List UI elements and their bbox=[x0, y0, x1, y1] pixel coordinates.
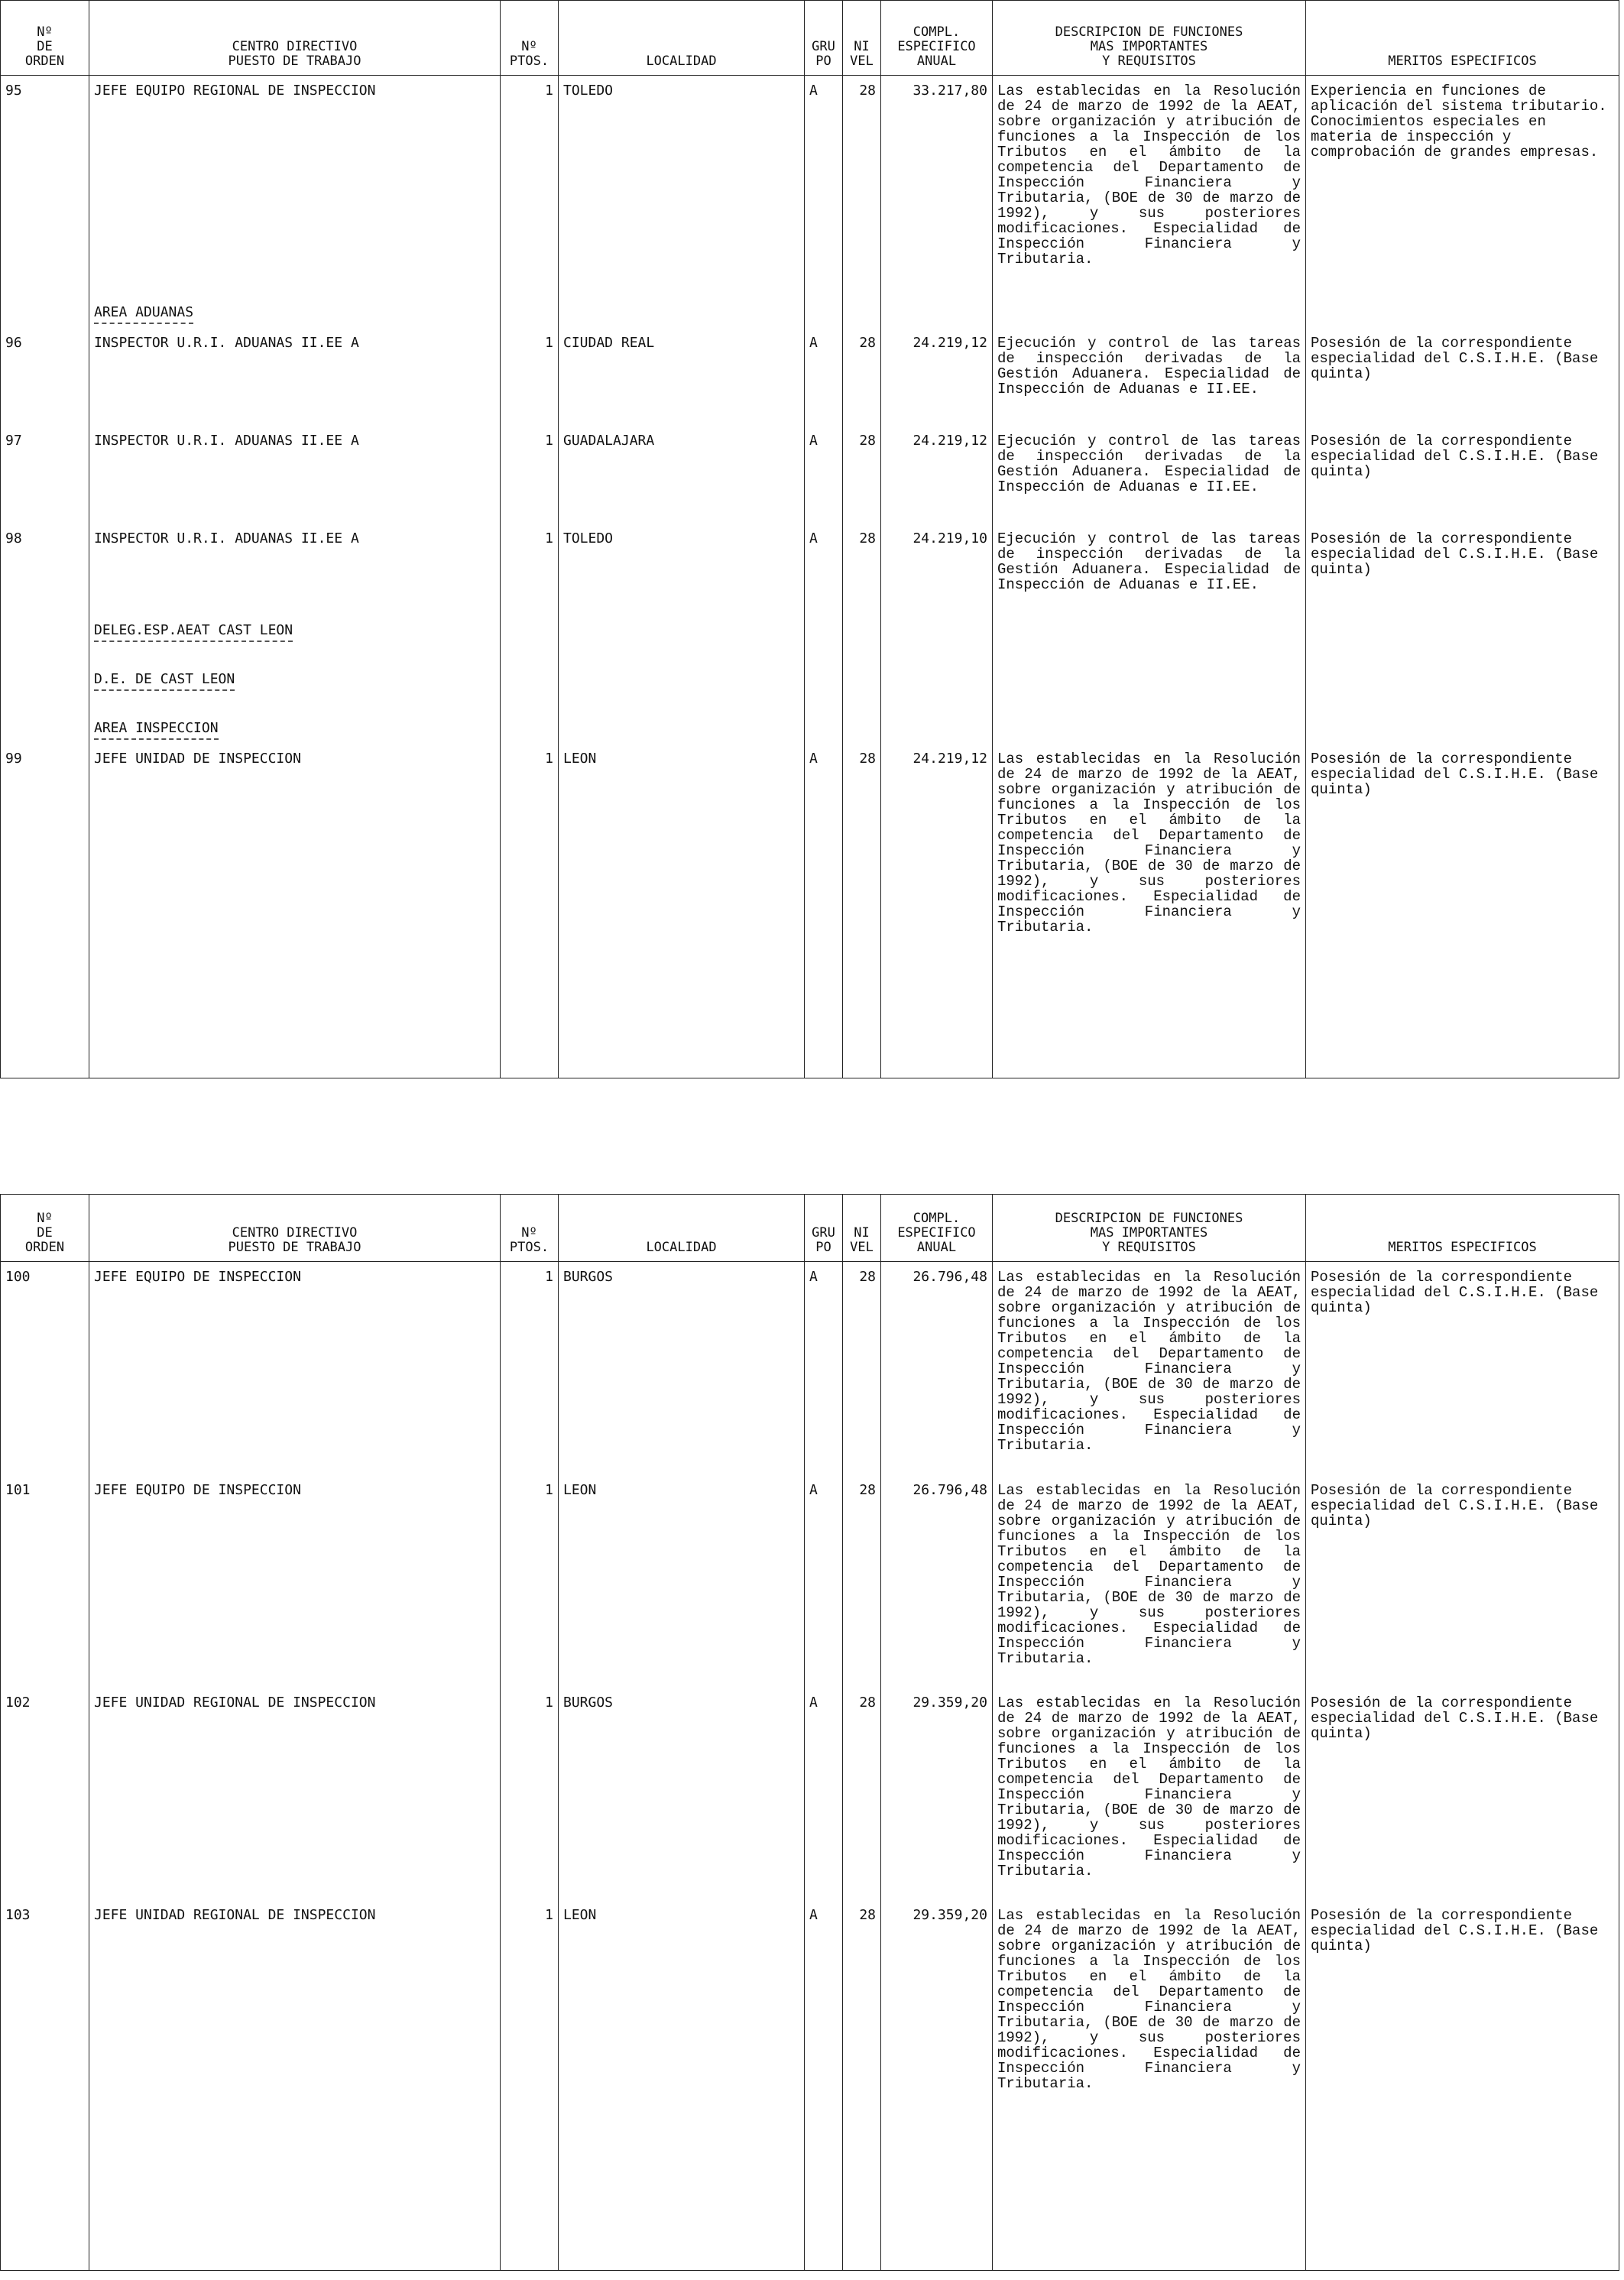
empty-cell bbox=[1306, 615, 1619, 664]
cell-ptos: 1 bbox=[501, 76, 559, 297]
empty-cell bbox=[881, 615, 993, 664]
cell-meritos: Experiencia en funciones de aplicación del sistema tributario. Conocimientos especiales en materia de inspección y comprobación de grandes empresas. bbox=[1306, 76, 1619, 297]
cell-ptos: 1 bbox=[501, 1688, 559, 1900]
cell-puesto: JEFE UNIDAD REGIONAL DE INSPECCION bbox=[89, 1688, 501, 1900]
table-row bbox=[1, 744, 1619, 1078]
cell-puesto: INSPECTOR U.R.I. ADUANAS II.EE A bbox=[89, 524, 501, 615]
cell-nivel: 28 bbox=[843, 328, 881, 426]
cell-meritos: Posesión de la correspondiente especialidad del C.S.I.H.E. (Base quinta) bbox=[1306, 1900, 1619, 2271]
empty-cell bbox=[843, 664, 881, 713]
cell-puesto: INSPECTOR U.R.I. ADUANAS II.EE A bbox=[89, 328, 501, 426]
cell-descripcion: Las establecidas en la Resolución de 24 de marzo de 1992 de la AEAT, sobre organización y atribución de funciones a la Inspección de los Tributos en el ámbito de la competencia del Departamento de Inspección Financiera y Tributaria, (BOE de 30 de marzo de 1992), y sus posteriores modificaciones. Especialidad de Inspección Financiera y Tributaria. bbox=[993, 1688, 1306, 1900]
section-row bbox=[1, 664, 1619, 713]
cell-grupo: A bbox=[805, 1688, 843, 1900]
cell-compl: 24.219,10 bbox=[881, 524, 993, 615]
cell-descripcion: Las establecidas en la Resolución de 24 de marzo de 1992 de la AEAT, sobre organización y atribución de funciones a la Inspección de los Tributos en el ámbito de la competencia del Departamento de Inspección Financiera y Tributaria, (BOE de 30 de marzo de 1992), y sus posteriores modificaciones. Especialidad de Inspección Financiera y Tributaria. bbox=[993, 1262, 1306, 1475]
empty-cell bbox=[559, 615, 805, 664]
empty-cell bbox=[993, 297, 1306, 328]
cell-descripcion: Ejecución y control de las tareas de inspección derivadas de la Gestión Aduanera. Especialidad de Inspección de Aduanas e II.EE. bbox=[993, 524, 1306, 615]
section-row bbox=[1, 615, 1619, 664]
cell-ptos: 1 bbox=[501, 1262, 559, 1475]
cell-puesto: JEFE EQUIPO REGIONAL DE INSPECCION bbox=[89, 76, 501, 297]
table-row bbox=[1, 1900, 1619, 2271]
header-grupo: GRU PO bbox=[805, 1, 843, 76]
cell-ptos: 1 bbox=[501, 524, 559, 615]
empty-cell bbox=[1306, 664, 1619, 713]
cell-compl: 24.219,12 bbox=[881, 328, 993, 426]
header-localidad: LOCALIDAD bbox=[559, 1, 805, 76]
empty-cell bbox=[881, 664, 993, 713]
header-row bbox=[1, 1195, 1619, 1262]
cell-nivel: 28 bbox=[843, 1900, 881, 2271]
empty-cell bbox=[843, 615, 881, 664]
cell-localidad: LEON bbox=[559, 744, 805, 1078]
cell-descripcion: Ejecución y control de las tareas de inspección derivadas de la Gestión Aduanera. Especialidad de Inspección de Aduanas e II.EE. bbox=[993, 426, 1306, 524]
cell-nivel: 28 bbox=[843, 1475, 881, 1688]
empty-cell bbox=[501, 713, 559, 744]
cell-grupo: A bbox=[805, 744, 843, 1078]
cell-compl: 26.796,48 bbox=[881, 1262, 993, 1475]
cell-meritos: Posesión de la correspondiente especialidad del C.S.I.H.E. (Base quinta) bbox=[1306, 524, 1619, 615]
cell-grupo: A bbox=[805, 328, 843, 426]
header-centro: CENTRO DIRECTIVO PUESTO DE TRABAJO bbox=[89, 1, 501, 76]
empty-cell bbox=[881, 713, 993, 744]
cell-orden: 95 bbox=[1, 76, 89, 297]
cell-ptos: 1 bbox=[501, 328, 559, 426]
empty-cell bbox=[843, 713, 881, 744]
cell-grupo: A bbox=[805, 1900, 843, 2271]
cell-puesto: INSPECTOR U.R.I. ADUANAS II.EE A bbox=[89, 426, 501, 524]
empty-cell bbox=[501, 615, 559, 664]
empty-cell bbox=[843, 297, 881, 328]
cell-compl: 29.359,20 bbox=[881, 1900, 993, 2271]
cell-orden: 99 bbox=[1, 744, 89, 1078]
header-ptos: Nº PTOS. bbox=[501, 1, 559, 76]
cell-compl: 33.217,80 bbox=[881, 76, 993, 297]
table-row bbox=[1, 524, 1619, 615]
cell-meritos: Posesión de la correspondiente especialidad del C.S.I.H.E. (Base quinta) bbox=[1306, 1688, 1619, 1900]
cell-ptos: 1 bbox=[501, 1900, 559, 2271]
cell-puesto: JEFE UNIDAD DE INSPECCION bbox=[89, 744, 501, 1078]
empty-cell bbox=[501, 297, 559, 328]
section-label bbox=[89, 615, 501, 664]
empty-cell bbox=[1, 664, 89, 713]
cell-descripcion: Las establecidas en la Resolución de 24 de marzo de 1992 de la AEAT, sobre organización y atribución de funciones a la Inspección de los Tributos en el ámbito de la competencia del Departamento de Inspección Financiera y Tributaria, (BOE de 30 de marzo de 1992), y sus posteriores modificaciones. Especialidad de Inspección Financiera y Tributaria. bbox=[993, 744, 1306, 1078]
empty-cell bbox=[993, 713, 1306, 744]
cell-compl: 24.219,12 bbox=[881, 426, 993, 524]
table-row bbox=[1, 1475, 1619, 1688]
section-label-text: DELEG.ESP.AEAT CAST LEON bbox=[94, 623, 293, 642]
empty-cell bbox=[993, 664, 1306, 713]
cell-ptos: 1 bbox=[501, 1475, 559, 1688]
empty-cell bbox=[1306, 713, 1619, 744]
header-meritos: MERITOS ESPECIFICOS bbox=[1306, 1, 1619, 76]
cell-localidad: LEON bbox=[559, 1900, 805, 2271]
table-body bbox=[1, 1262, 1619, 2271]
cell-descripcion: Ejecución y control de las tareas de inspección derivadas de la Gestión Aduanera. Especialidad de Inspección de Aduanas e II.EE. bbox=[993, 328, 1306, 426]
empty-cell bbox=[559, 713, 805, 744]
header-row bbox=[1, 1, 1619, 76]
header-nivel: NI VEL bbox=[843, 1, 881, 76]
header-compl: COMPL. ESPECIFICO ANUAL bbox=[881, 1195, 993, 1262]
empty-cell bbox=[559, 297, 805, 328]
cell-orden: 96 bbox=[1, 328, 89, 426]
cell-ptos: 1 bbox=[501, 426, 559, 524]
header-desc: DESCRIPCION DE FUNCIONES MAS IMPORTANTES Y REQUISITOS bbox=[993, 1195, 1306, 1262]
cell-meritos: Posesión de la correspondiente especialidad del C.S.I.H.E. (Base quinta) bbox=[1306, 426, 1619, 524]
empty-cell bbox=[559, 664, 805, 713]
cell-nivel: 28 bbox=[843, 524, 881, 615]
section-label bbox=[89, 297, 501, 328]
header-desc: DESCRIPCION DE FUNCIONES MAS IMPORTANTES Y REQUISITOS bbox=[993, 1, 1306, 76]
cell-ptos: 1 bbox=[501, 744, 559, 1078]
header-centro: CENTRO DIRECTIVO PUESTO DE TRABAJO bbox=[89, 1195, 501, 1262]
cell-nivel: 28 bbox=[843, 1688, 881, 1900]
positions-table-2 bbox=[0, 1194, 1619, 2271]
header-grupo: GRU PO bbox=[805, 1195, 843, 1262]
cell-localidad: CIUDAD REAL bbox=[559, 328, 805, 426]
cell-nivel: 28 bbox=[843, 426, 881, 524]
empty-cell bbox=[1306, 297, 1619, 328]
empty-cell bbox=[805, 297, 843, 328]
empty-cell bbox=[805, 615, 843, 664]
cell-grupo: A bbox=[805, 1475, 843, 1688]
table-body bbox=[1, 76, 1619, 1078]
cell-puesto: JEFE EQUIPO DE INSPECCION bbox=[89, 1262, 501, 1475]
cell-grupo: A bbox=[805, 524, 843, 615]
cell-localidad: LEON bbox=[559, 1475, 805, 1688]
section-label bbox=[89, 664, 501, 713]
cell-localidad: BURGOS bbox=[559, 1262, 805, 1475]
cell-descripcion: Las establecidas en la Resolución de 24 de marzo de 1992 de la AEAT, sobre organización y atribución de funciones a la Inspección de los Tributos en el ámbito de la competencia del Departamento de Inspección Financiera y Tributaria, (BOE de 30 de marzo de 1992), y sus posteriores modificaciones. Especialidad de Inspección Financiera y Tributaria. bbox=[993, 1900, 1306, 2271]
header-orden: Nº DE ORDEN bbox=[1, 1, 89, 76]
table-row bbox=[1, 1688, 1619, 1900]
cell-localidad: TOLEDO bbox=[559, 76, 805, 297]
header-compl: COMPL. ESPECIFICO ANUAL bbox=[881, 1, 993, 76]
cell-compl: 29.359,20 bbox=[881, 1688, 993, 1900]
empty-cell bbox=[501, 664, 559, 713]
cell-descripcion: Las establecidas en la Resolución de 24 de marzo de 1992 de la AEAT, sobre organización y atribución de funciones a la Inspección de los Tributos en el ámbito de la competencia del Departamento de Inspección Financiera y Tributaria, (BOE de 30 de marzo de 1992), y sus posteriores modificaciones. Especialidad de Inspección Financiera y Tributaria. bbox=[993, 1475, 1306, 1688]
section-label-text: AREA INSPECCION bbox=[94, 721, 219, 740]
header-orden: Nº DE ORDEN bbox=[1, 1195, 89, 1262]
cell-orden: 97 bbox=[1, 426, 89, 524]
cell-localidad: TOLEDO bbox=[559, 524, 805, 615]
cell-grupo: A bbox=[805, 426, 843, 524]
empty-cell bbox=[1, 713, 89, 744]
cell-orden: 98 bbox=[1, 524, 89, 615]
table-row bbox=[1, 1262, 1619, 1475]
header-nivel: NI VEL bbox=[843, 1195, 881, 1262]
listing-table-top bbox=[0, 0, 1619, 1078]
table-row bbox=[1, 426, 1619, 524]
empty-cell bbox=[805, 664, 843, 713]
section-label bbox=[89, 713, 501, 744]
cell-localidad: GUADALAJARA bbox=[559, 426, 805, 524]
cell-meritos: Posesión de la correspondiente especialidad del C.S.I.H.E. (Base quinta) bbox=[1306, 328, 1619, 426]
header-localidad: LOCALIDAD bbox=[559, 1195, 805, 1262]
cell-orden: 101 bbox=[1, 1475, 89, 1688]
header-ptos: Nº PTOS. bbox=[501, 1195, 559, 1262]
empty-cell bbox=[881, 297, 993, 328]
cell-meritos: Posesión de la correspondiente especialidad del C.S.I.H.E. (Base quinta) bbox=[1306, 1475, 1619, 1688]
cell-grupo: A bbox=[805, 1262, 843, 1475]
cell-orden: 100 bbox=[1, 1262, 89, 1475]
cell-compl: 24.219,12 bbox=[881, 744, 993, 1078]
positions-table-1 bbox=[0, 0, 1619, 1078]
cell-nivel: 28 bbox=[843, 76, 881, 297]
header-meritos: MERITOS ESPECIFICOS bbox=[1306, 1195, 1619, 1262]
cell-puesto: JEFE EQUIPO DE INSPECCION bbox=[89, 1475, 501, 1688]
table-row bbox=[1, 328, 1619, 426]
cell-compl: 26.796,48 bbox=[881, 1475, 993, 1688]
cell-puesto: JEFE UNIDAD REGIONAL DE INSPECCION bbox=[89, 1900, 501, 2271]
cell-grupo: A bbox=[805, 76, 843, 297]
section-row bbox=[1, 297, 1619, 328]
section-row bbox=[1, 713, 1619, 744]
empty-cell bbox=[805, 713, 843, 744]
empty-cell bbox=[993, 615, 1306, 664]
cell-localidad: BURGOS bbox=[559, 1688, 805, 1900]
empty-cell bbox=[1, 615, 89, 664]
cell-descripcion: Las establecidas en la Resolución de 24 de marzo de 1992 de la AEAT, sobre organización y atribución de funciones a la Inspección de los Tributos en el ámbito de la competencia del Departamento de Inspección Financiera y Tributaria, (BOE de 30 de marzo de 1992), y sus posteriores modificaciones. Especialidad de Inspección Financiera y Tributaria. bbox=[993, 76, 1306, 297]
listing-table-bottom bbox=[0, 1194, 1619, 2271]
cell-orden: 102 bbox=[1, 1688, 89, 1900]
table-row bbox=[1, 76, 1619, 297]
cell-meritos: Posesión de la correspondiente especialidad del C.S.I.H.E. (Base quinta) bbox=[1306, 1262, 1619, 1475]
cell-nivel: 28 bbox=[843, 744, 881, 1078]
cell-nivel: 28 bbox=[843, 1262, 881, 1475]
section-label-text: D.E. DE CAST LEON bbox=[94, 672, 235, 691]
cell-orden: 103 bbox=[1, 1900, 89, 2271]
empty-cell bbox=[1, 297, 89, 328]
section-label-text: AREA ADUANAS bbox=[94, 305, 193, 324]
cell-meritos: Posesión de la correspondiente especialidad del C.S.I.H.E. (Base quinta) bbox=[1306, 744, 1619, 1078]
